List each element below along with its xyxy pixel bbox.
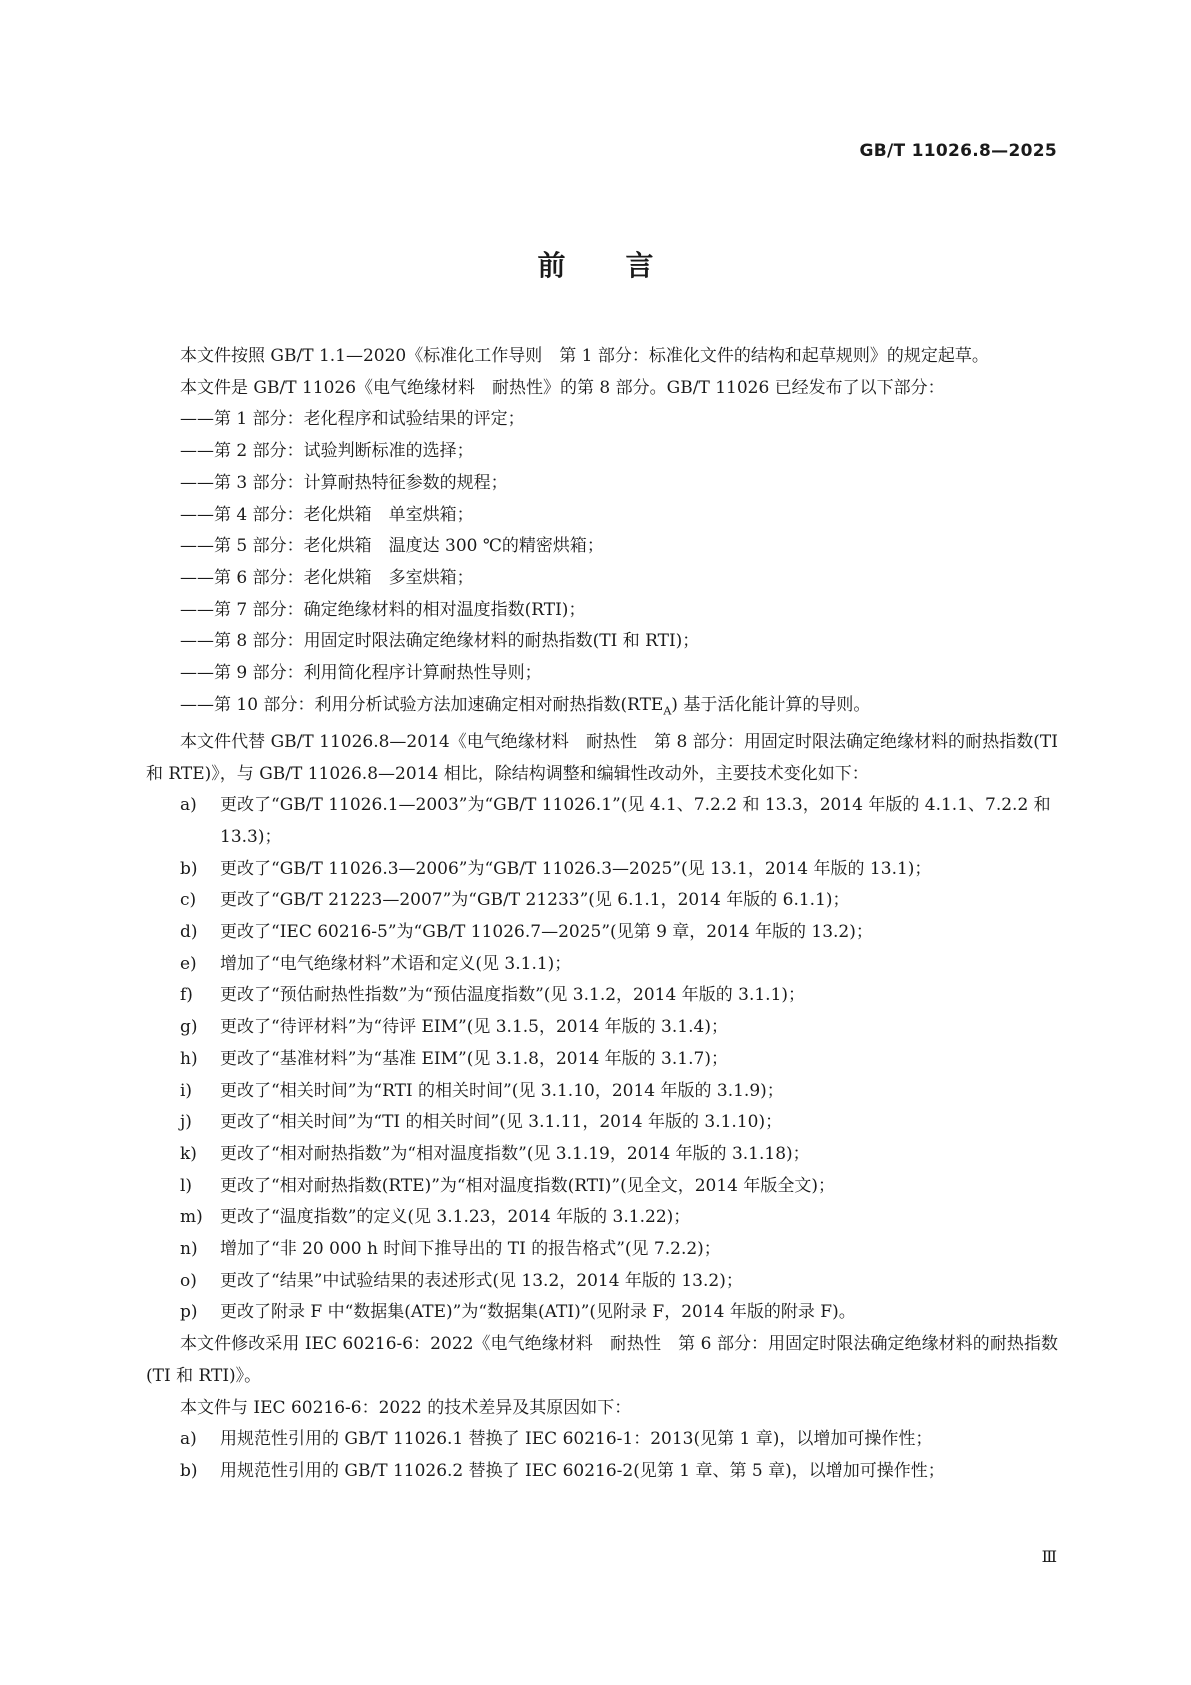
list-label: a) <box>180 1429 197 1450</box>
document-body <box>146 341 1058 1488</box>
list-text: 更改了“GB/T 21223—2007”为“GB/T 21233”(见 6.1.1，2014 年版的 6.1.1)； <box>220 890 850 911</box>
intro-paragraph: 本文件按照 GB/T 1.1—2020《标准化工作导则 第 1 部分：标准化文件的结构和起草规则》的规定起草。 <box>180 346 989 366</box>
part-item-10 <box>146 690 1058 727</box>
list-item <box>146 1107 1058 1139</box>
list-text: 更改了“结果”中试验结果的表述形式(见 13.2，2014 年版的 13.2)； <box>220 1270 743 1291</box>
part-item: ——第 8 部分：用固定时限法确定绝缘材料的耐热指数(TI 和 RTI)； <box>180 631 700 652</box>
diffs-list <box>146 1424 1058 1487</box>
list-text: 更改了“GB/T 11026.3—2006”为“GB/T 11026.3—2025”(见 13.1，2014 年版的 13.1)； <box>220 858 932 879</box>
list-label: j) <box>180 1112 192 1133</box>
list-text: 用规范性引用的 GB/T 11026.1 替换了 IEC 60216-1：2013(见第 1 章)，以增加可操作性； <box>220 1429 933 1450</box>
list-text: 更改了“相关时间”为“TI 的相关时间”(见 3.1.11，2014 年版的 3.1.10)； <box>220 1112 783 1133</box>
list-label: l) <box>180 1175 193 1196</box>
part10-subscript: A <box>663 704 672 718</box>
list-text: 更改了“温度指数”的定义(见 3.1.23，2014 年版的 3.1.22)； <box>220 1207 691 1228</box>
part-item: ——第 1 部分：老化程序和试验结果的评定； <box>180 409 525 430</box>
list-label: b) <box>180 1461 198 1481</box>
list-label: o) <box>180 1270 197 1291</box>
list-text: 用规范性引用的 GB/T 11026.2 替换了 IEC 60216-2(见第 1 章、第 5 章)，以增加可操作性； <box>220 1461 945 1481</box>
list-text: 更改了“预估耐热性指数”为“预估温度指数”(见 3.1.2，2014 年版的 3.1.1)； <box>220 985 806 1006</box>
list-text: 更改了附录 F 中“数据集(ATE)”为“数据集(ATI)”(见附录 F，2014 年版的附录 F)。 <box>220 1302 856 1323</box>
list-item <box>146 1234 1058 1266</box>
list-item <box>146 1424 1058 1456</box>
part10-text: ——第 10 部分：利用分析试验方法加速确定相对耐热指数(RTE <box>180 694 664 715</box>
list-label: i) <box>180 1080 193 1101</box>
list-item <box>146 917 1058 949</box>
changes-list <box>146 790 1058 1329</box>
list-label: p) <box>180 1302 198 1323</box>
standard-number: GB/T 11026.8—2025 <box>859 141 1057 161</box>
list-item <box>146 885 1058 917</box>
list-label: g) <box>180 1017 198 1038</box>
list-text: 更改了“相对耐热指数”为“相对温度指数”(见 3.1.19，2014 年版的 3.1.18)； <box>220 1143 810 1164</box>
part-item: ——第 4 部分：老化烘箱 单室烘箱； <box>180 504 474 525</box>
list-item <box>146 854 1058 886</box>
diff-intro-paragraph: 本文件与 IEC 60216-6：2022 的技术差异及其原因如下： <box>180 1397 632 1418</box>
list-text: 更改了“相对耐热指数(RTE)”为“相对温度指数(RTI)”(见全文，2014 年版全文)； <box>220 1175 836 1196</box>
adopt-paragraph: 本文件修改采用 IEC 60216-6：2022《电气绝缘材料 耐热性 第 6 部分：用固定时限法确定绝缘材料的耐热指数(TI 和 RTI)》。 <box>146 1334 1058 1386</box>
list-item <box>146 1202 1058 1234</box>
part10-text-end: ) 基于活化能计算的导则。 <box>671 694 871 715</box>
list-item <box>146 790 1058 853</box>
list-label: h) <box>180 1048 198 1069</box>
list-item <box>146 1012 1058 1044</box>
list-label: n) <box>180 1239 198 1260</box>
list-item <box>146 1297 1058 1329</box>
part-item: ——第 9 部分：利用简化程序计算耐热性导则； <box>180 663 542 684</box>
list-text: 增加了“电气绝缘材料”术语和定义(见 3.1.1)； <box>220 953 572 974</box>
part-item: ——第 6 部分：老化烘箱 多室烘箱； <box>180 567 474 588</box>
list-text: 增加了“非 20 000 h 时间下推导出的 TI 的报告格式”(见 7.2.2)； <box>220 1239 721 1260</box>
list-label: e) <box>180 953 197 974</box>
list-text: 更改了“相关时间”为“RTI 的相关时间”(见 3.1.10，2014 年版的 3.1.9)； <box>220 1080 784 1101</box>
list-text: 更改了“IEC 60216-5”为“GB/T 11026.7—2025”(见第 9 章，2014 年版的 13.2)； <box>220 922 873 943</box>
list-item <box>146 1266 1058 1298</box>
list-label: m) <box>180 1207 203 1228</box>
list-item <box>146 1139 1058 1171</box>
list-text: 更改了“基准材料”为“基准 EIM”(见 3.1.8，2014 年版的 3.1.7)； <box>220 1048 728 1069</box>
list-label: b) <box>180 858 198 879</box>
list-text: 更改了“GB/T 11026.1—2003”为“GB/T 11026.1”(见 4.1、7.2.2 和 13.3，2014 年版的 4.1.1、7.2.2 和 13.3)； <box>220 795 1051 847</box>
list-item <box>146 949 1058 981</box>
part-item: ——第 3 部分：计算耐热特征参数的规程； <box>180 472 508 493</box>
list-item <box>146 980 1058 1012</box>
list-label: a) <box>180 795 197 816</box>
part-item: ——第 5 部分：老化烘箱 温度达 300 ℃的精密烘箱； <box>180 536 604 557</box>
list-item <box>146 1171 1058 1203</box>
list-item <box>146 1076 1058 1108</box>
list-label: d) <box>180 922 198 943</box>
list-label: f) <box>180 985 193 1006</box>
page-number: Ⅲ <box>1041 1547 1057 1566</box>
part-item: ——第 2 部分：试验判断标准的选择； <box>180 441 474 462</box>
list-label: c) <box>180 890 197 911</box>
list-text: 更改了“待评材料”为“待评 EIM”(见 3.1.5，2014 年版的 3.1.4)； <box>220 1017 728 1038</box>
parts-intro-paragraph: 本文件是 GB/T 11026《电气绝缘材料 耐热性》的第 8 部分。GB/T 11026 已经发布了以下部分： <box>180 377 945 398</box>
list-label: k) <box>180 1143 197 1164</box>
part-item: ——第 7 部分：确定绝缘材料的相对温度指数(RTI)； <box>180 599 586 620</box>
list-item <box>146 1044 1058 1076</box>
page-title: 前言 <box>537 249 714 282</box>
list-item <box>146 1456 1058 1488</box>
replace-paragraph: 本文件代替 GB/T 11026.8—2014《电气绝缘材料 耐热性 第 8 部分：用固定时限法确定绝缘材料的耐热指数(TI 和 RTE)》，与 GB/T 11026.8—2014 相比，除结构调整和编辑性改动外，主要技术变化如下： <box>146 731 1058 784</box>
